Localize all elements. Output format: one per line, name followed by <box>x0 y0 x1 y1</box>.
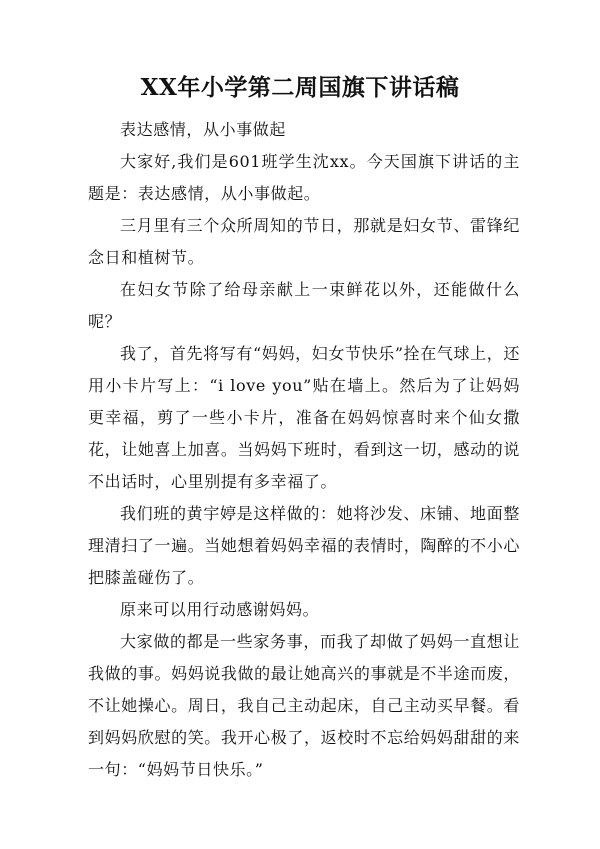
paragraph-question: 在妇女节除了给母亲献上一束鲜花以外，还能做什么呢？ <box>88 280 520 331</box>
paragraph-my-story: 我了，首先将写有“妈妈，妇女节快乐”拴在气球上，还用小卡片写上：“i love you”贴在墙上。然后为了让妈妈更幸福，剪了一些小卡片，准备在妈妈惊喜时来个仙女撒花，让她喜上加喜。当妈妈下班时，看到这一切，感动的说不出话时，心里别提有多幸福了。 <box>88 344 520 491</box>
page-title: XX年小学第二周国旗下讲话稿 <box>140 74 460 101</box>
paragraph-conclusion: 大家做的都是一些家务事，而我了却做了妈妈一直想让我做的事。妈妈说我做的最让她高兴的事就是不半途而废，不让她操心。周日，我自己主动起床，自己主动买早餐。看到妈妈欣慰的笑。我开心极了，返校时不忘给妈妈甜甜的来一句：“妈妈节日快乐。” <box>88 632 520 779</box>
paragraph-holidays: 三月里有三个众所周知的节日，那就是妇女节、雷锋纪念日和植树节。 <box>88 216 520 267</box>
paragraph-subtitle: 表达感情，从小事做起 <box>120 120 287 139</box>
paragraph-greeting: 大家好,我们是601班学生沈xx。今天国旗下讲话的主题是：表达感情，从小事做起。 <box>88 152 520 203</box>
paragraph-realization: 原来可以用行动感谢妈妈。 <box>120 600 320 619</box>
paragraph-classmate-story: 我们班的黄宇婷是这样做的：她将沙发、床铺、地面整理清扫了一遍。当她想着妈妈幸福的表情时，陶醉的不小心把膝盖碰伤了。 <box>88 504 520 587</box>
document-body <box>88 114 520 786</box>
